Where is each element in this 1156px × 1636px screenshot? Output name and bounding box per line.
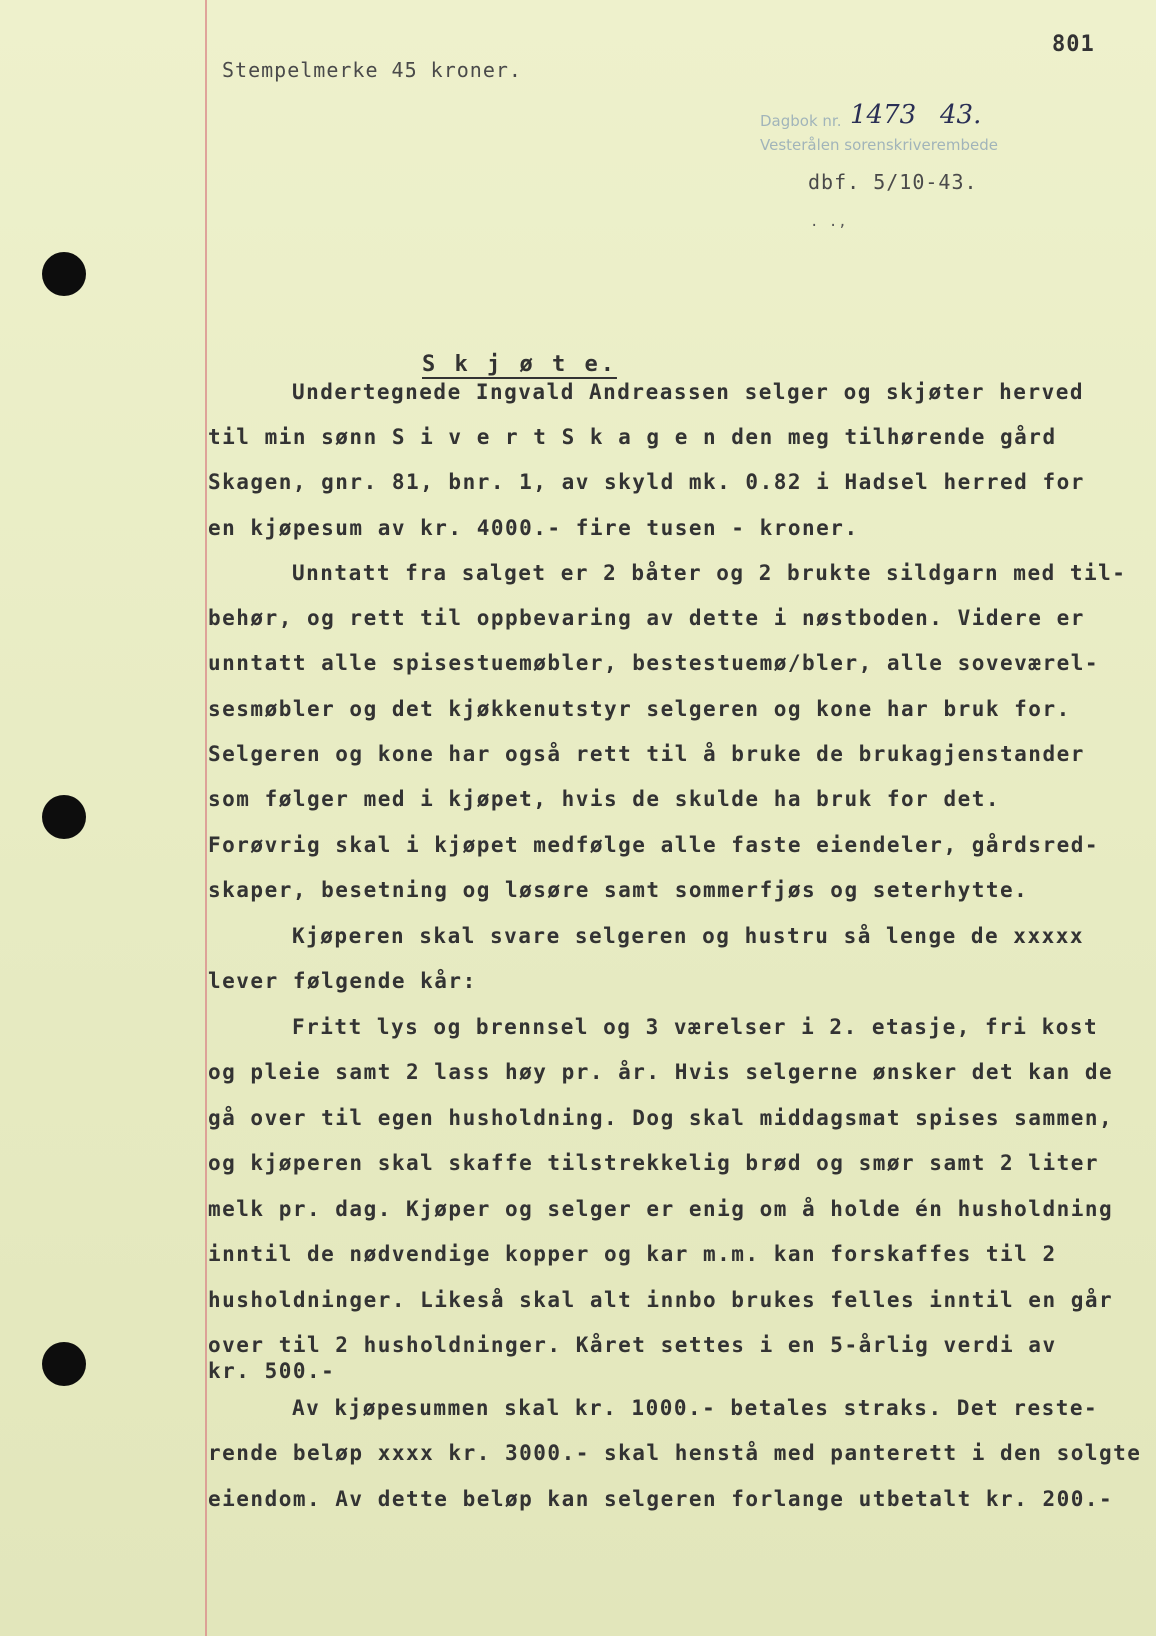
body-line: inntil de nødvendige kopper og kar m.m. kan forskaffes til 2 <box>208 1242 1057 1266</box>
body-line: husholdninger. Likeså skal alt innbo brukes felles inntil en går <box>208 1288 1114 1312</box>
body-line: og kjøperen skal skaffe tilstrekkelig brød og smør samt 2 liter <box>208 1151 1100 1175</box>
body-line: unntatt alle spisestuemøbler, bestestuemø/bler, alle soveværel- <box>208 651 1100 675</box>
handwritten-journal-number: 1473 <box>850 100 917 130</box>
body-line: skaper, besetning og løsøre samt sommerfjøs og seterhytte. <box>208 878 1029 902</box>
registry-stamp-line-2: Vesterålen sorenskriverembede <box>760 136 998 154</box>
body-line: behør, og rett til oppbevaring av dette i nøstboden. Videre er <box>208 606 1085 630</box>
body-line: gå over til egen husholdning. Dog skal middagsmat spises sammen, <box>208 1106 1114 1130</box>
body-line: Unntatt fra salget er 2 båter og 2 brukte sildgarn med til- <box>292 561 1127 585</box>
margin-rule <box>205 0 207 1636</box>
body-line: Fritt lys og brennsel og 3 værelser i 2. etasje, fri kost <box>292 1015 1099 1039</box>
body-line: som følger med i kjøpet, hvis de skulde ha bruk for det. <box>208 787 1001 811</box>
body-line: kr. 500.- <box>208 1359 336 1383</box>
punch-hole <box>42 795 86 839</box>
body-line: rende beløp xxxx kr. 3000.- skal henstå med panterett i den solgte <box>208 1441 1142 1465</box>
body-line: Kjøperen skal svare selgeren og hustru så lenge de xxxxx <box>292 924 1085 948</box>
body-line: til min sønn S i v e r t S k a g e n den meg tilhørende gård <box>208 425 1057 449</box>
stamp-duty-line: Stempelmerke 45 kroner. <box>222 58 522 82</box>
body-line: Skagen, gnr. 81, bnr. 1, av skyld mk. 0.82 i Hadsel herred for <box>208 470 1085 494</box>
body-line: en kjøpesum av kr. 4000.- fire tusen - kroner. <box>208 516 859 540</box>
body-line: over til 2 husholdninger. Kåret settes i en 5-årlig verdi av <box>208 1333 1057 1357</box>
body-line: Av kjøpesummen skal kr. 1000.- betales straks. Det reste- <box>292 1396 1099 1420</box>
body-line: lever følgende kår: <box>208 969 477 993</box>
document-title: S k j ø t e. <box>422 352 617 377</box>
handwritten-journal-year: 43. <box>940 100 982 130</box>
body-line: Selgeren og kone har også rett til å bruke de brukagjenstander <box>208 742 1085 766</box>
body-line: melk pr. dag. Kjøper og selger er enig om å holde én husholdning <box>208 1197 1114 1221</box>
body-line: eiendom. Av dette beløp kan selgeren forlange utbetalt kr. 200.- <box>208 1487 1114 1511</box>
body-line: Undertegnede Ingvald Andreassen selger og skjøter herved <box>292 380 1085 404</box>
registration-date: dbf. 5/10-43. <box>808 170 978 194</box>
body-line: Forøvrig skal i kjøpet medfølge alle faste eiendeler, gårdsred- <box>208 833 1100 857</box>
body-line: og pleie samt 2 lass høy pr. år. Hvis selgerne ønsker det kan de <box>208 1060 1114 1084</box>
registry-stamp-line-1: Dagbok nr. <box>760 112 842 130</box>
page-number: 801 <box>1052 32 1095 57</box>
stray-marks: . ., <box>810 214 848 230</box>
punch-hole <box>42 252 86 296</box>
punch-hole <box>42 1342 86 1386</box>
body-line: sesmøbler og det kjøkkenutstyr selgeren og kone har bruk for. <box>208 697 1071 721</box>
